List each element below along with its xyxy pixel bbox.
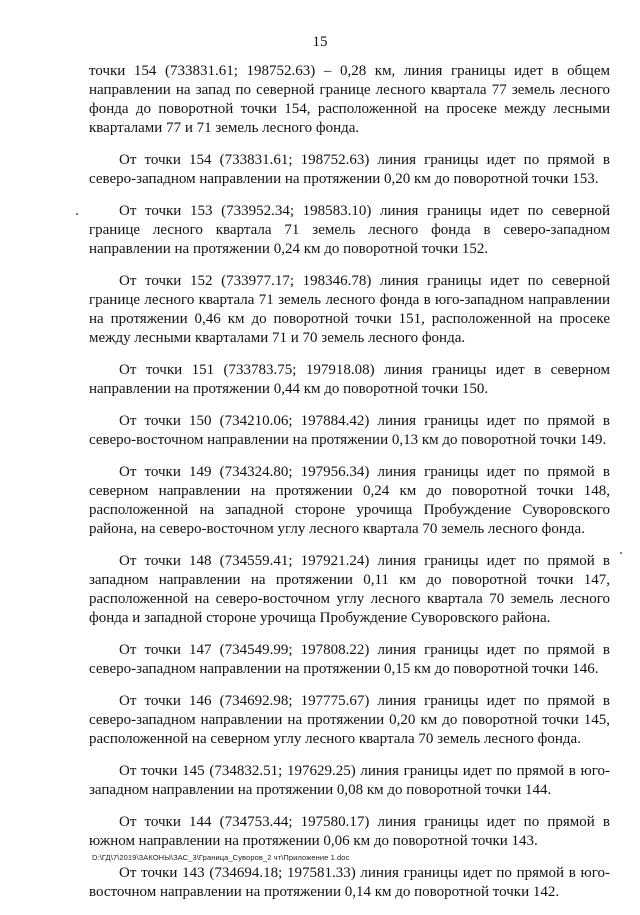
- paragraph-point-153: От точки 153 (733952.34; 198583.10) линия границы идет по северной границе лесного квартала 71 земель лесного фонда в северо-западном направлении на протяжении 0,24 км до поворотной точки 152.: [89, 203, 610, 257]
- paragraph-point-146: От точки 146 (734692.98; 197775.67) линия границы идет по прямой в северо-западном направлении на протяжении 0,20 км до поворотной точки 145, расположенной на северном углу лесного квартала 70 земель лесного фонда.: [89, 693, 610, 747]
- paragraph-point-145: От точки 145 (734832.51; 197629.25) линия границы идет по прямой в юго-западном направлении на протяжении 0,08 км до поворотной точки 144.: [89, 763, 610, 798]
- paragraph-point-154: От точки 154 (733831.61; 198752.63) линия границы идет по прямой в северо-западном направлении на протяжении 0,20 км до поворотной точки 153.: [89, 152, 610, 187]
- scan-speck: [620, 552, 622, 554]
- document-body: [89, 62, 610, 915]
- file-path-footer: D:\ГД\7\2019\ЗАКОНЫ\ЗАС_3\Граница_Суворов_2 чт\Приложение 1.doc: [92, 853, 350, 862]
- paragraph-point-143: От точки 143 (734694.18; 197581.33) линия границы идет по прямой в юго-восточном направлении на протяжении 0,14 км до поворотной точки 142.: [89, 865, 610, 900]
- paragraph-point-148: От точки 148 (734559.41; 197921.24) линия границы идет по прямой в западном направлении на протяжении 0,11 км до поворотной точки 147, расположенной на северо-восточном углу лесного квартала 70 земель лесного фонда и западной стороне урочища Пробуждение Суворовского района.: [89, 553, 610, 626]
- paragraph-point-149: От точки 149 (734324.80; 197956.34) линия границы идет по прямой в северном направлении на протяжении 0,24 км до поворотной точки 148, расположенной на западной стороне урочища Пробуждение Суворовского района, на северо-восточном углу лесного квартала 70 земель лесного фонда.: [89, 464, 610, 537]
- paragraph-point-151: От точки 151 (733783.75; 197918.08) линия границы идет в северном направлении на протяжении 0,44 км до поворотной точки 150.: [89, 362, 610, 397]
- paragraph-point-147: От точки 147 (734549.99; 197808.22) линия границы идет по прямой в северо-западном направлении на протяжении 0,15 км до поворотной точки 146.: [89, 642, 610, 677]
- paragraph-point-144: От точки 144 (734753.44; 197580.17) линия границы идет по прямой в южном направлении на протяжении 0,06 км до поворотной точки 143.: [89, 814, 610, 849]
- paragraph-point-152: От точки 152 (733977.17; 198346.78) линия границы идет по северной границе лесного квартала 71 земель лесного фонда в юго-западном направлении на протяжении 0,46 км до поворотной точки 151, расположенной на просеке между лесными кварталами 71 и 70 земель лесного фонда.: [89, 273, 610, 346]
- paragraph-continuation: точки 154 (733831.61; 198752.63) – 0,28 км, линия границы идет в общем направлении на запад по северной границе лесного квартала 77 земель лесного фонда до поворотной точки 154, расположенной на просеке между лесными кварталами 77 и 71 земель лесного фонда.: [89, 63, 610, 136]
- scan-speck: [76, 213, 78, 215]
- paragraph-point-150: От точки 150 (734210.06; 197884.42) линия границы идет по прямой в северо-восточном направлении на протяжении 0,13 км до поворотной точки 149.: [89, 413, 610, 448]
- page-number: 15: [312, 34, 328, 50]
